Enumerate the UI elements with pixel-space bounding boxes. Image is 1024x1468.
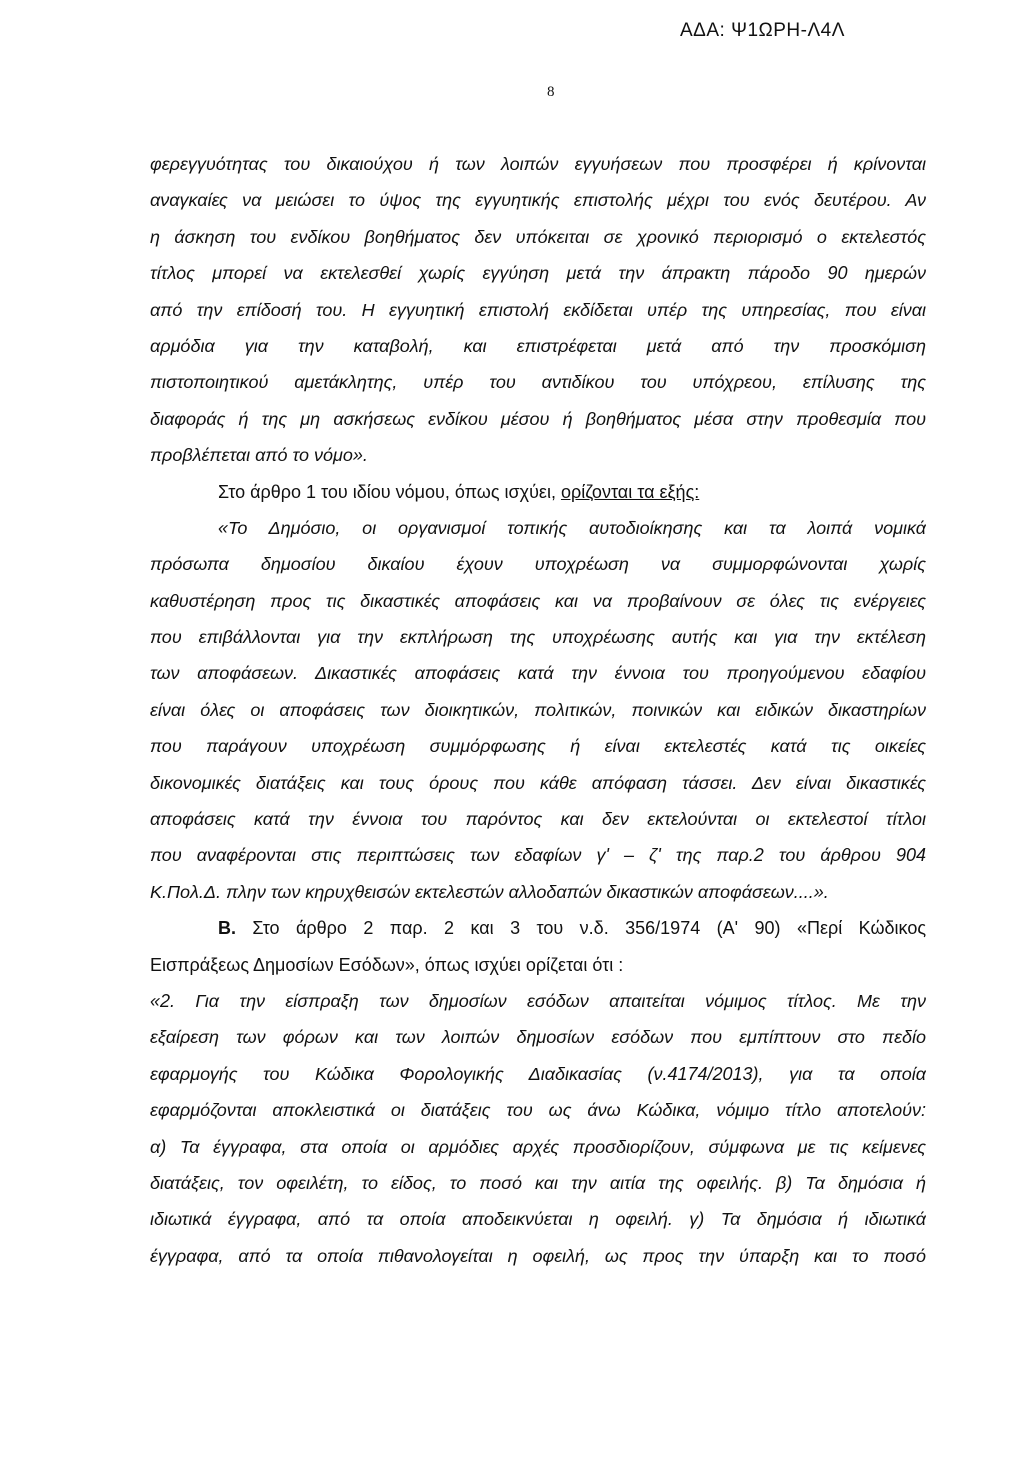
underlined-phrase: ορίζονται τα εξής: (560, 481, 700, 502)
text-line: «2. Για την είσπραξη των δημοσίων εσόδων απαιτείται νόμιμος τίτλος. Με την (150, 990, 926, 1011)
text-line: εξαίρεση των φόρων και των λοιπών δημοσίων εσόδων που εμπίπτουν στο πεδίο (150, 1027, 926, 1048)
text-line: είναι όλες οι αποφάσεις των διοικητικών, πολιτικών, ποινικών και ειδικών δικαστηρίων (150, 699, 926, 720)
text-line: αρμόδια για την καταβολή, και επιστρέφεται μετά από την προσκόμιση (150, 335, 926, 356)
text-line: «Το Δημόσιο, οι οργανισμοί τοπικής αυτοδιοίκησης και τα λοιπά νομικά (218, 517, 926, 538)
document-body (150, 146, 926, 1274)
text-line: καθυστέρηση προς τις δικαστικές αποφάσεις και να προβαίνουν σε όλες τις ενέργειες (150, 590, 926, 611)
page-number: 8 (547, 84, 555, 100)
text-line: που αναφέρονται στις περιπτώσεις των εδαφίων γ' – ζ' της παρ.2 του άρθρου 904 (150, 845, 926, 866)
text-line: από την επίδοσή του. Η εγγυητική επιστολή εκδίδεται υπέρ της υπηρεσίας, που είναι (150, 299, 926, 320)
text-line: αναγκαίες να μειώσει το ύψος της εγγυητικής επιστολής μέχρι του ενός δευτέρου. Αν (150, 190, 926, 211)
text-line: φερεγγυότητας του δικαιούχου ή των λοιπών εγγυήσεων που προσφέρει ή κρίνονται (150, 154, 926, 174)
text-line: τίτλος μπορεί να εκτελεσθεί χωρίς εγγύηση μετά την άπρακτη πάροδο 90 ημερών (150, 263, 926, 284)
ada-code: ΑΔΑ: Ψ1ΩΡΗ-Λ4Λ (680, 20, 845, 41)
text-line: αποφάσεις κατά την έννοια του παρόντος και δεν εκτελούνται οι εκτελεστοί τίτλοι (150, 809, 926, 830)
text-line: εφαρμογής του Κώδικα Φορολογικής Διαδικασίας (ν.4174/2013), για τα οποία (150, 1063, 926, 1084)
text-line: πιστοποιητικού αμετάκλητης, υπέρ του αντιδίκου του υπόχρεου, επίλυσης της (150, 372, 926, 393)
text-line: πρόσωπα δημοσίου δικαίου έχουν υποχρέωση να συμμορφώνονται χωρίς (150, 554, 926, 575)
text-line: που παράγουν υποχρέωση συμμόρφωσης ή είναι εκτελεστές κατά τις οικείες (150, 736, 926, 757)
section-marker-b: Β. (218, 918, 236, 939)
text-line: που επιβάλλονται για την εκπλήρωση της υποχρέωσης αυτής και για την εκτέλεση (150, 627, 926, 648)
text-line: ιδιωτικά έγγραφα, από τα οποία αποδεικνύεται η οφειλή. γ) Τα δημόσια ή ιδιωτικά (150, 1209, 926, 1230)
text-line: προβλέπεται από το νόμο». (150, 445, 368, 466)
text-line: των αποφάσεων. Δικαστικές αποφάσεις κατά την έννοια του προηγούμενου εδαφίου (150, 663, 926, 684)
text-line: έγγραφα, από τα οποία πιθανολογείται η οφειλή, ως προς την ύπαρξη και το ποσό (150, 1245, 926, 1266)
text-line: δικονομικές διατάξεις και τους όρους που κάθε απόφαση τάσσει. Δεν είναι δικαστικές (150, 772, 926, 793)
text-line: διαφοράς ή της μη ασκήσεως ενδίκου μέσου ή βοηθήματος μέσα στην προθεσμία που (150, 408, 926, 429)
article-1-intro: Στο άρθρο 1 του ιδίου νόμου, όπως ισχύει, (218, 481, 561, 502)
text-line: η άσκηση του ενδίκου βοηθήματος δεν υπόκειται σε χρονικό περιορισμό ο εκτελεστός (150, 226, 926, 247)
paragraph-b (150, 910, 926, 946)
text-line: Εισπράξεως Δημοσίων Εσόδων», όπως ισχύει ορίζεται ότι : (150, 954, 624, 975)
paragraph-article-1 (150, 474, 926, 510)
text-line: Κ.Πολ.Δ. πλην των κηρυχθεισών εκτελεστών αλλοδαπών δικαστικών αποφάσεων....». (150, 881, 829, 902)
text-line: διατάξεις, τον οφειλέτη, το είδος, το ποσό και την αιτία της οφειλής. β) Τα δημόσια ή (150, 1172, 926, 1193)
text-line: α) Τα έγγραφα, στα οποία οι αρμόδιες αρχές προσδιορίζουν, σύμφωνα με τις κείμενες (150, 1136, 926, 1157)
text-line: εφαρμόζονται αποκλειστικά οι διατάξεις του ως άνω Κώδικα, νόμιμο τίτλο αποτελούν: (150, 1100, 926, 1121)
paragraph-b-text: Στο άρθρο 2 παρ. 2 και 3 του ν.δ. 356/1974 (Α' 90) «Περί Κώδικος (236, 918, 926, 939)
